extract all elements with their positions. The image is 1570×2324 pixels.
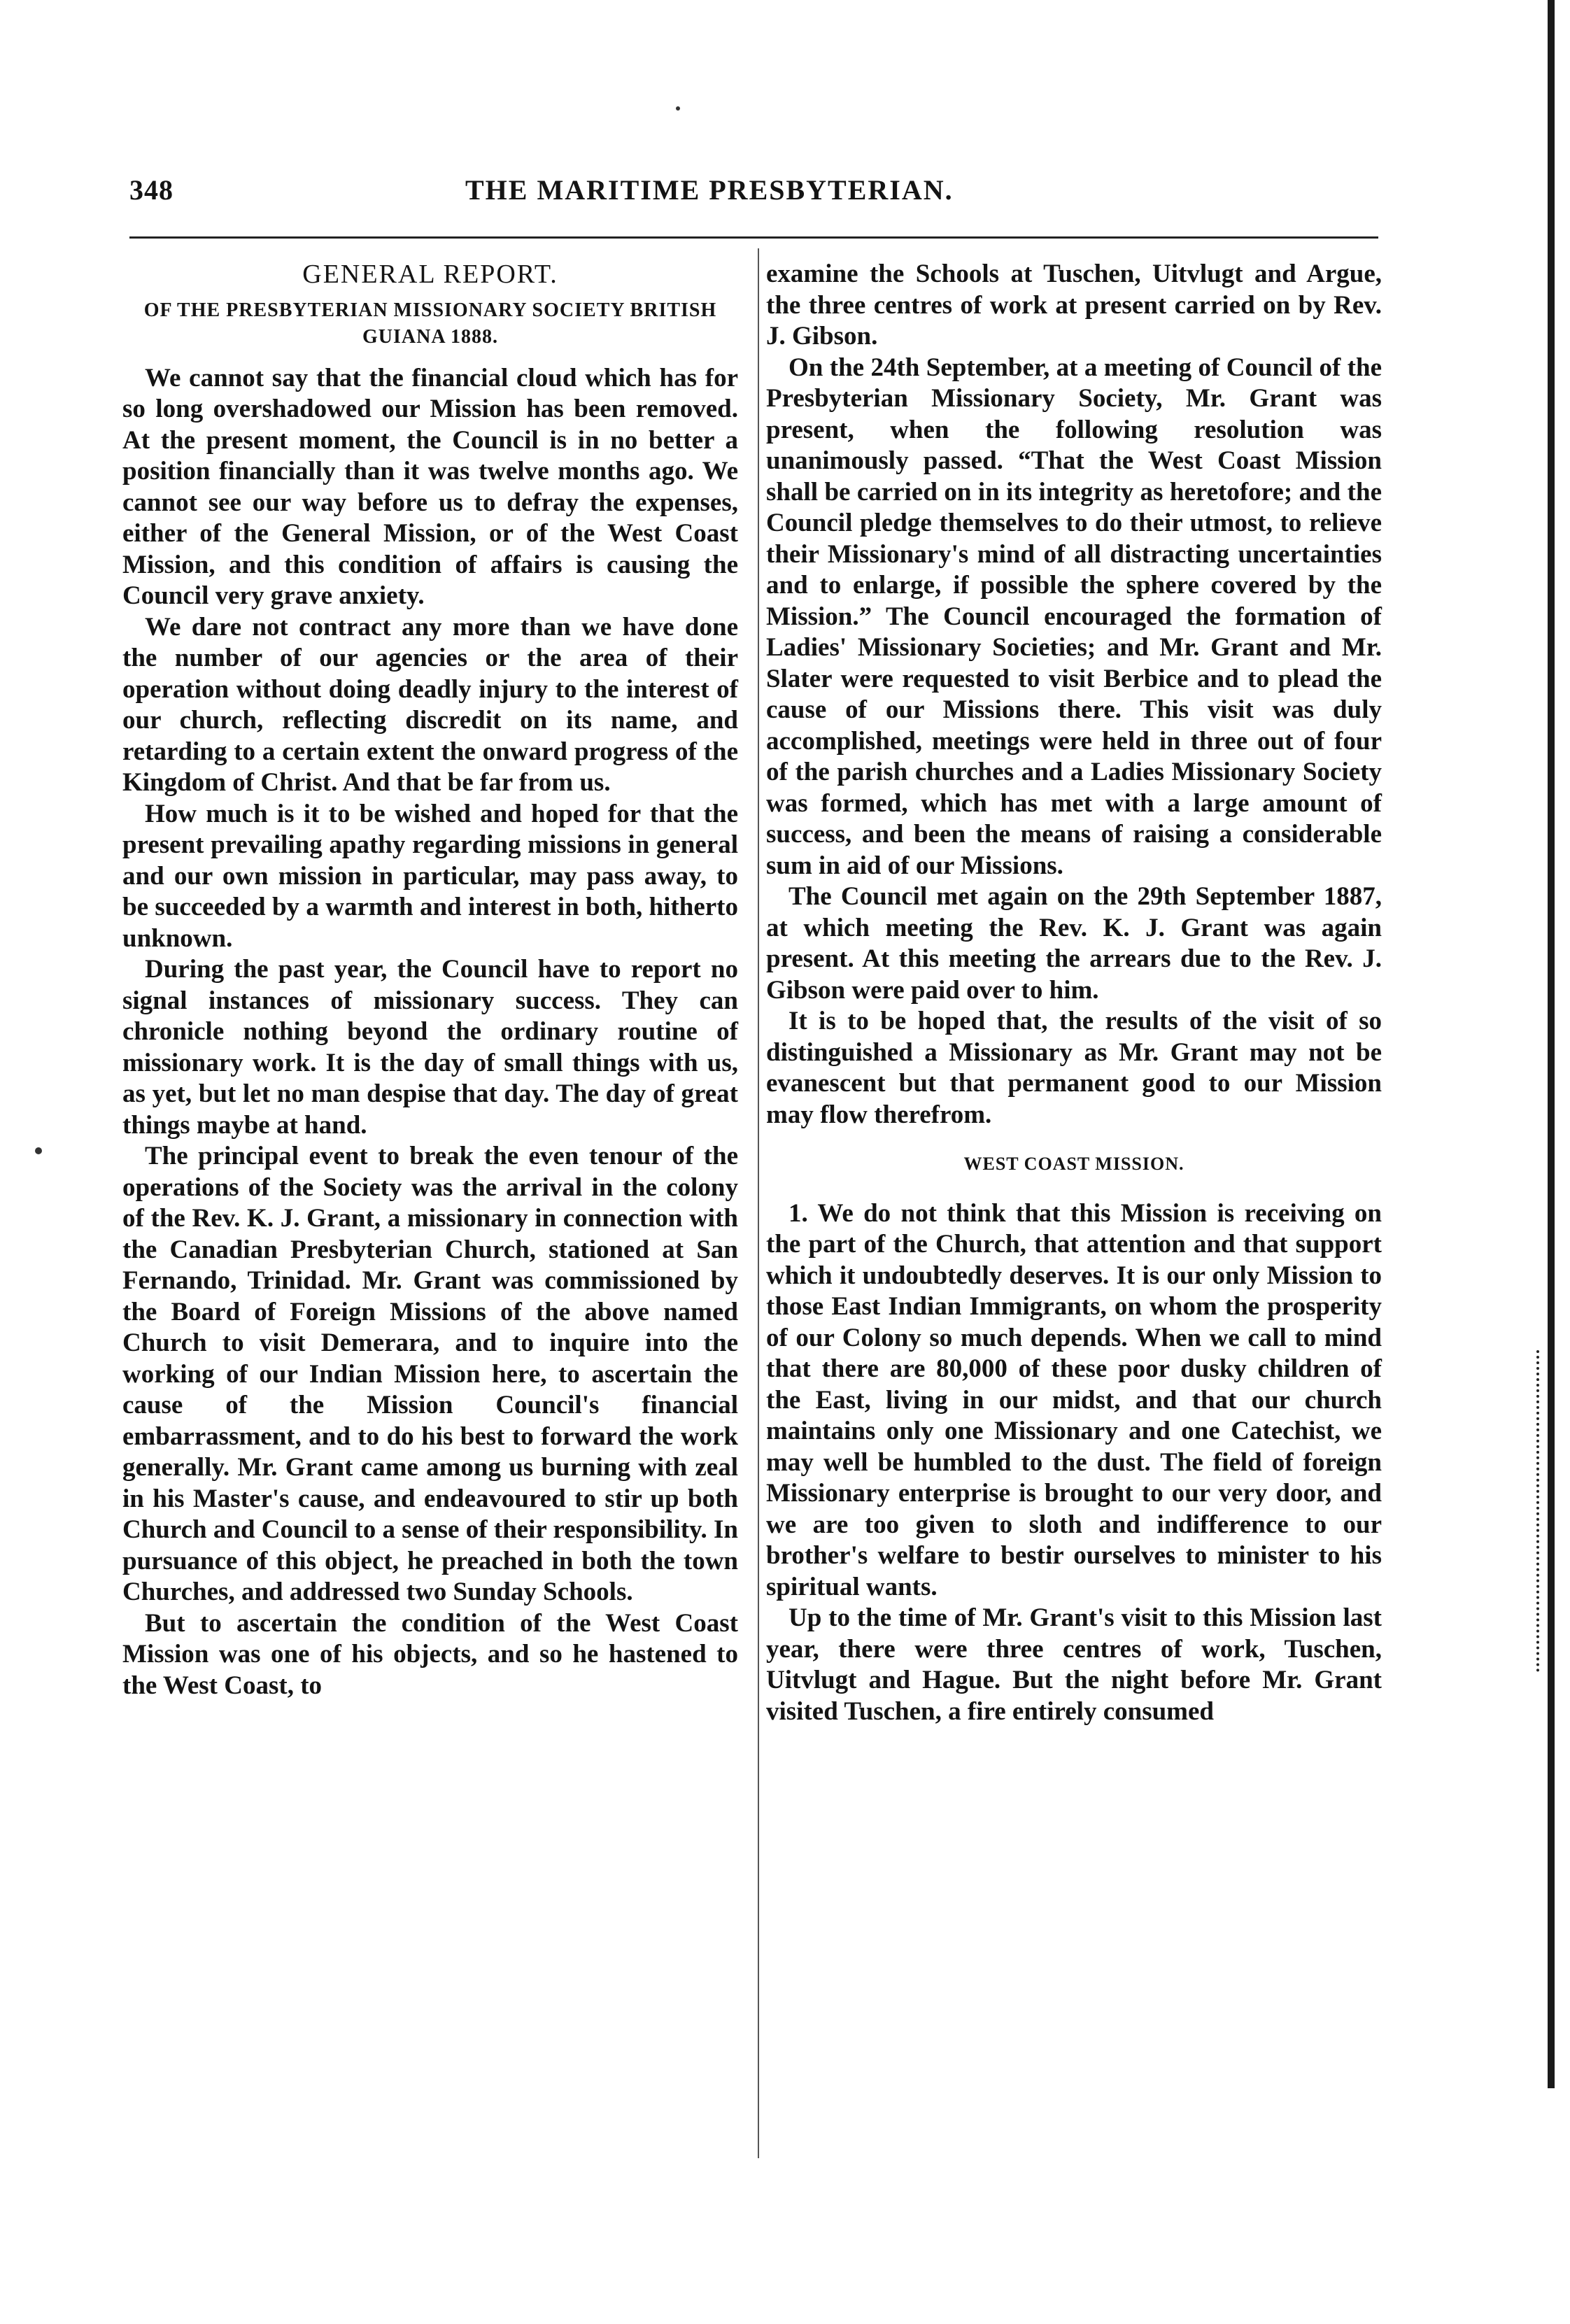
page-number: 348 (129, 174, 174, 206)
stray-ink-dot (35, 1147, 42, 1154)
page-edge-rule (1548, 0, 1555, 2088)
report-subtitle: OF THE PRESBYTERIAN MISSIONARY SOCIETY BRITISH GUIANA 1888. (143, 299, 717, 348)
header-rule (129, 236, 1378, 239)
paragraph-continued: examine the Schools at Tuschen, Uitvlugt and Argue, the three centres of work at present carried on by Rev. J. Gibson. (766, 260, 1382, 350)
column-divider (758, 248, 759, 2158)
paragraph: The Council met again on the 29th September 1887, at which meeting the Rev. K. J. Grant was again present. At this meeting the arrears due to the Rev. J. Gibson were paid over to him. (766, 882, 1382, 1005)
paragraph: It is to be hoped that, the results of the visit of so distinguished a Missionary as Mr. Grant may not be evanescent but that permanent good to our Mission may flow therefrom. (766, 1007, 1382, 1129)
page-edge-specks (1536, 1350, 1543, 1672)
right-column (766, 259, 1382, 1727)
journal-title: THE MARITIME PRESBYTERIAN. (465, 174, 954, 206)
paragraph: On the 24th September, at a meeting of Council of the Presbyterian Missionary Society, Mr. Grant was present, when the following resolution was unanimously passed. “That the West Coast Mission shall be carried on in its integrity as heretofore; and the Council pledge themselves to do their utmost, to relieve their Missionary's mind of all distracting uncertainties and to enlarge, if possible the sphere covered by the Mission.” The Council encouraged the formation of Ladies' Missionary Societies; and Mr. Grant and Mr. Slater were requested to visit Berbice and to plead the cause of our Missions there. This visit was duly accomplished, meetings were held in three out of four of the parish churches and a Ladies Missionary Society was formed, which has met with a large amount of success, and been the means of raising a considerable sum in aid of our Missions. (766, 353, 1382, 880)
section-heading: WEST COAST MISSION. (963, 1154, 1184, 1174)
report-title: GENERAL REPORT. (302, 260, 558, 289)
paragraph: 1. We do not think that this Mission is receiving on the part of the Church, that attention and that support which it undoubtedly deserves. It is our only Mission to those East Indian Immigrants, on whom the prosperity of our Colony so much depends. When we call to mind that there are 80,000 of these poor dusky children of the East, living in our midst, and that our church maintains only one Missionary and one Catechist, we may well be humbled to the dust. The field of foreign Missionary enterprise is brought to our very door, and we are too given to sloth and indifference to our brother's welfare to bestir ourselves to minister to his spiritual wants. (766, 1198, 1382, 1601)
paragraph: We dare not contract any more than we have done the number of our agencies or the area of their operation without doing deadly injury to the interest of our church, reflecting discredit on its name, and retarding to a certain extent the onward progress of the Kingdom of Christ. And that be far from us. (122, 612, 738, 797)
paragraph: During the past year, the Council have to report no signal instances of missionary success. They can chronicle nothing beyond the ordinary routine of missionary work. It is the day of small things with us, as yet, but let no man despise that day. The day of great things maybe at hand. (122, 955, 738, 1140)
paragraph: But to ascertain the condition of the West Coast Mission was one of his objects, and so he hastened to the West Coast, to (122, 1608, 738, 1700)
paragraph: The principal event to break the even tenour of the operations of the Society was the arrival in the colony of the Rev. K. J. Grant, a missionary in connection with the Canadian Presbyterian Church, stationed at San Fernando, Trinidad. Mr. Grant was commissioned by the Board of Foreign Missions of the above named Church to visit Demerara, and to inquire into the working of our Indian Mission here, to ascertain the cause of the Mission Council's financial embarrassment, and to do his best to forward the work generally. Mr. Grant came among us burning with zeal in his Master's cause, and endeavoured to stir up both Church and Council to a sense of their responsibility. In pursuance of this object, he preached in both the town Churches, and addressed two Sunday Schools. (122, 1142, 738, 1606)
paragraph: We cannot say that the financial cloud which has for so long overshadowed our Mission has been removed. At the present moment, the Council is in no better a position financially than it was twelve months ago. We cannot see our way before us to defray the expenses, either of the General Mission, or of the West Coast Mission, and this condition of affairs is causing the Council very grave anxiety. (122, 363, 738, 610)
stray-ink-dot (676, 106, 680, 111)
page-header (129, 173, 1410, 215)
left-column (122, 259, 738, 1701)
paragraph: How much is it to be wished and hoped for that the present prevailing apathy regarding missions in general and our own mission in particular, may pass away, to be succeeded by a warmth and interest in both, hitherto unknown. (122, 799, 738, 953)
paragraph: Up to the time of Mr. Grant's visit to this Mission last year, there were three centres of work, Tuschen, Uitvlugt and Hague. But the night before Mr. Grant visited Tuschen, a fire entirely consumed (766, 1603, 1382, 1726)
